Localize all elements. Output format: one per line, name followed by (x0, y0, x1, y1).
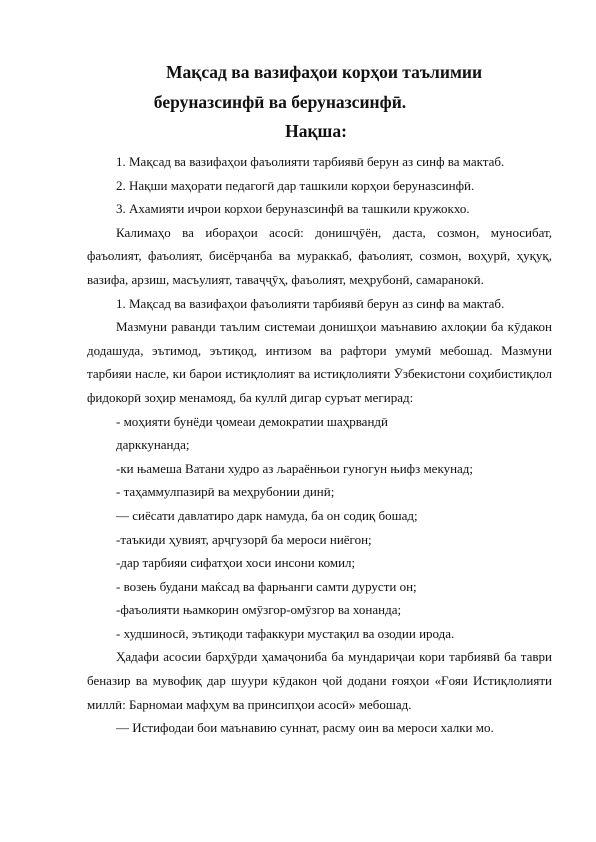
list-item: -дар тарбияи сифатҳои хоси инсони комил; (116, 555, 356, 571)
document-body (87, 150, 552, 740)
list-item: - возењ будани маќсад ва фарњанги самти дурусти он; (116, 578, 417, 594)
list-item: -ки њамеша Ватани худро аз љараёнњои гуногун њифз мекунад; (116, 460, 474, 476)
list-item: дарккунанда; (116, 437, 190, 453)
goal-paragraph: Ҳадафи асосии барҳӯрди ҳамаҷониба ба мундариҷаи кори тарбиявӣ ба таври беназир ва мувофиқ дар шуури кӯдакон ҷой додани ғояҳои «Ғояи Истиқлолияти миллӣ: Барномаи мафҳум ва принсипҳои асосӣ» мебошад. (87, 649, 552, 712)
section-heading: 1. Мақсад ва вазифаҳои фаъолияти тарбиявӣ берун аз синф ва мактаб. (116, 295, 505, 311)
plan-item-2: 2. Нақши маҳорати педагогӣ дар ташкили корҳои беруназсинфӣ. (116, 177, 475, 193)
list-item: — сиёсати давлатиро дарк намуда, ба он содиқ бошад; (116, 507, 418, 523)
plan-item-1: 1. Мақсад ва вазифаҳои фаъолияти тарбиявӣ берун аз синф ва мактаб. (116, 154, 505, 169)
list-item: -таъкиди ҳувият, арҷгузорӣ ба мероси ниёгон; (116, 531, 372, 547)
plan-heading: Нақша: (285, 121, 347, 141)
plan-item-3: 3. Ахамияти ичрои корхои беруназсинфӣ ва ташкили кружокхо. (116, 201, 470, 217)
intro-paragraph: Мазмуни раванди таълим системаи донишҳои маънавию ахлоқии ба кӯдакон додашуда, эътимод, эътиқод, интизом ва рафтори умумӣ мебошад. Мазмуни тарбияи насле, ки барои истиқлолият ва истиқлолияти Ӯзбекистони соҳибистиқлол фидокорӣ зоҳир менамояд, ба куллӣ дигар суръат мегирад: (87, 319, 552, 405)
list-item: - худшиносӣ, эътиқоди тафаккури мустақил ва озодии ирода. (116, 625, 455, 641)
closing-line: — Истифодаи бои маънавию суннат, расму оин ва мероси халки мо. (116, 720, 494, 736)
list-item: - таҳаммулпазирӣ ва меҳрубонии динӣ; (116, 484, 335, 500)
document-title-line-2: беруназсинфӣ ва беруназсинфӣ. (153, 92, 407, 112)
list-item: -фаъолияти њамкорин омӯзгор-омӯзгор ва хонанда; (116, 602, 402, 618)
list-item: - моҳияти бунёди ҷомеаи демократии шаҳрвандӣ (116, 413, 388, 429)
keywords-paragraph: Калимаҳо ва ибораҳои асосӣ: донишҷӯён, даста, созмон, муносибат, фаъолият, фаъолият, бисёрҷанба ва мураккаб, фаъолият, созмон, воҳурӣ, ҳуқуқ, вазифа, арзиш, масъулият, таваҷҷӯҳ, фаъолият, меҳрубонӣ, самаранокӣ. (87, 224, 552, 287)
document-title-line-1: Мақсад ва вазифаҳои корҳои таълимии (165, 62, 483, 82)
